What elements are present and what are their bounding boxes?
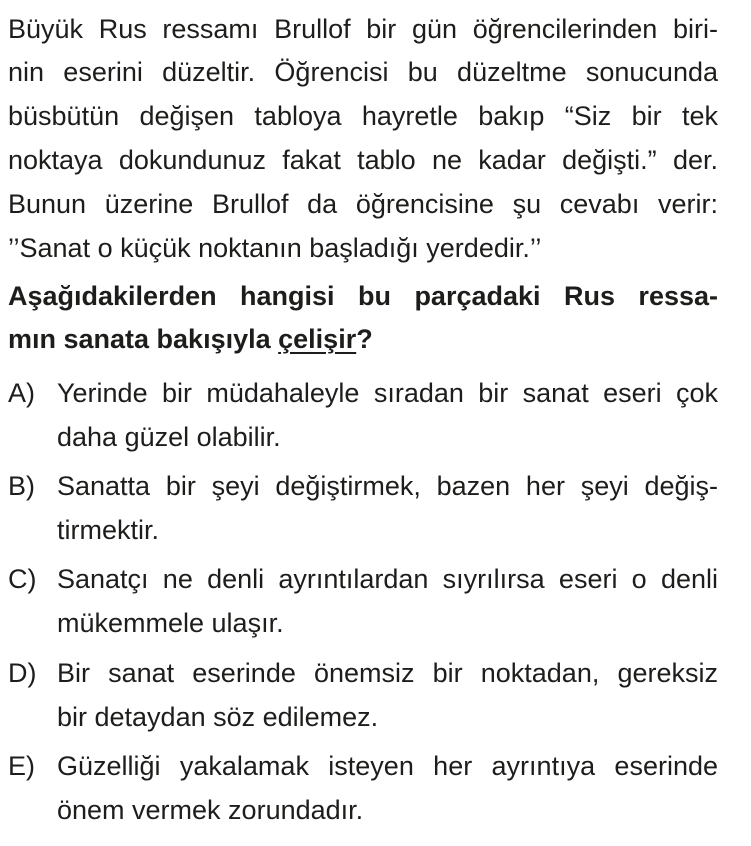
question-mark: ? [356, 324, 373, 354]
option-text: önem vermek zorundadır. [57, 795, 364, 825]
option-text: mükemmele ulaşır. [57, 608, 284, 638]
option-letter: E) [8, 751, 35, 781]
option-letter: D) [8, 658, 37, 688]
question-line: Aşağıdakilerden hangisi bu parçadaki Rus ressa- [8, 281, 718, 311]
option-letter: A) [8, 378, 35, 408]
option-text: daha güzel olabilir. [57, 422, 281, 452]
option-text: Sanatçı ne denli ayrıntılardan sıyrılırsa eseri o denli [57, 564, 718, 594]
question-emphasis: çelişir [278, 324, 357, 354]
option-letter: C) [8, 564, 37, 594]
passage-line: Büyük Rus ressamı Brullof bir gün öğrencilerinden biri- [8, 14, 718, 44]
passage-line: Bunun üzerine Brullof da öğrencisine şu cevabı verir: [8, 189, 718, 219]
option-text: Bir sanat eserinde önemsiz bir noktadan, gereksiz [57, 658, 718, 688]
question-line [8, 326, 373, 353]
question-text: mın sanata bakışıyla [8, 324, 279, 354]
option-text: tirmektir. [57, 515, 160, 545]
passage-line: nin eserini düzeltir. Öğrencisi bu düzeltme sonucunda [8, 57, 718, 87]
option-text: bir detaydan söz edilemez. [57, 702, 379, 732]
option-text: Sanatta bir şeyi değiştirmek, bazen her şeyi değiş- [57, 471, 718, 501]
passage-line: büsbütün değişen tabloya hayretle bakıp “Siz bir tek [8, 101, 718, 131]
passage-line: noktaya dokundunuz fakat tablo ne kadar değişti.” der. [8, 145, 718, 175]
option-text: Yerinde bir müdahaleyle sıradan bir sanat eseri çok [57, 378, 718, 408]
option-letter: B) [8, 471, 35, 501]
passage-line: ’’Sanat o küçük noktanın başladığı yerdedir.’’ [8, 233, 542, 263]
option-text: Güzelliği yakalamak isteyen her ayrıntıya eserinde [57, 751, 718, 781]
